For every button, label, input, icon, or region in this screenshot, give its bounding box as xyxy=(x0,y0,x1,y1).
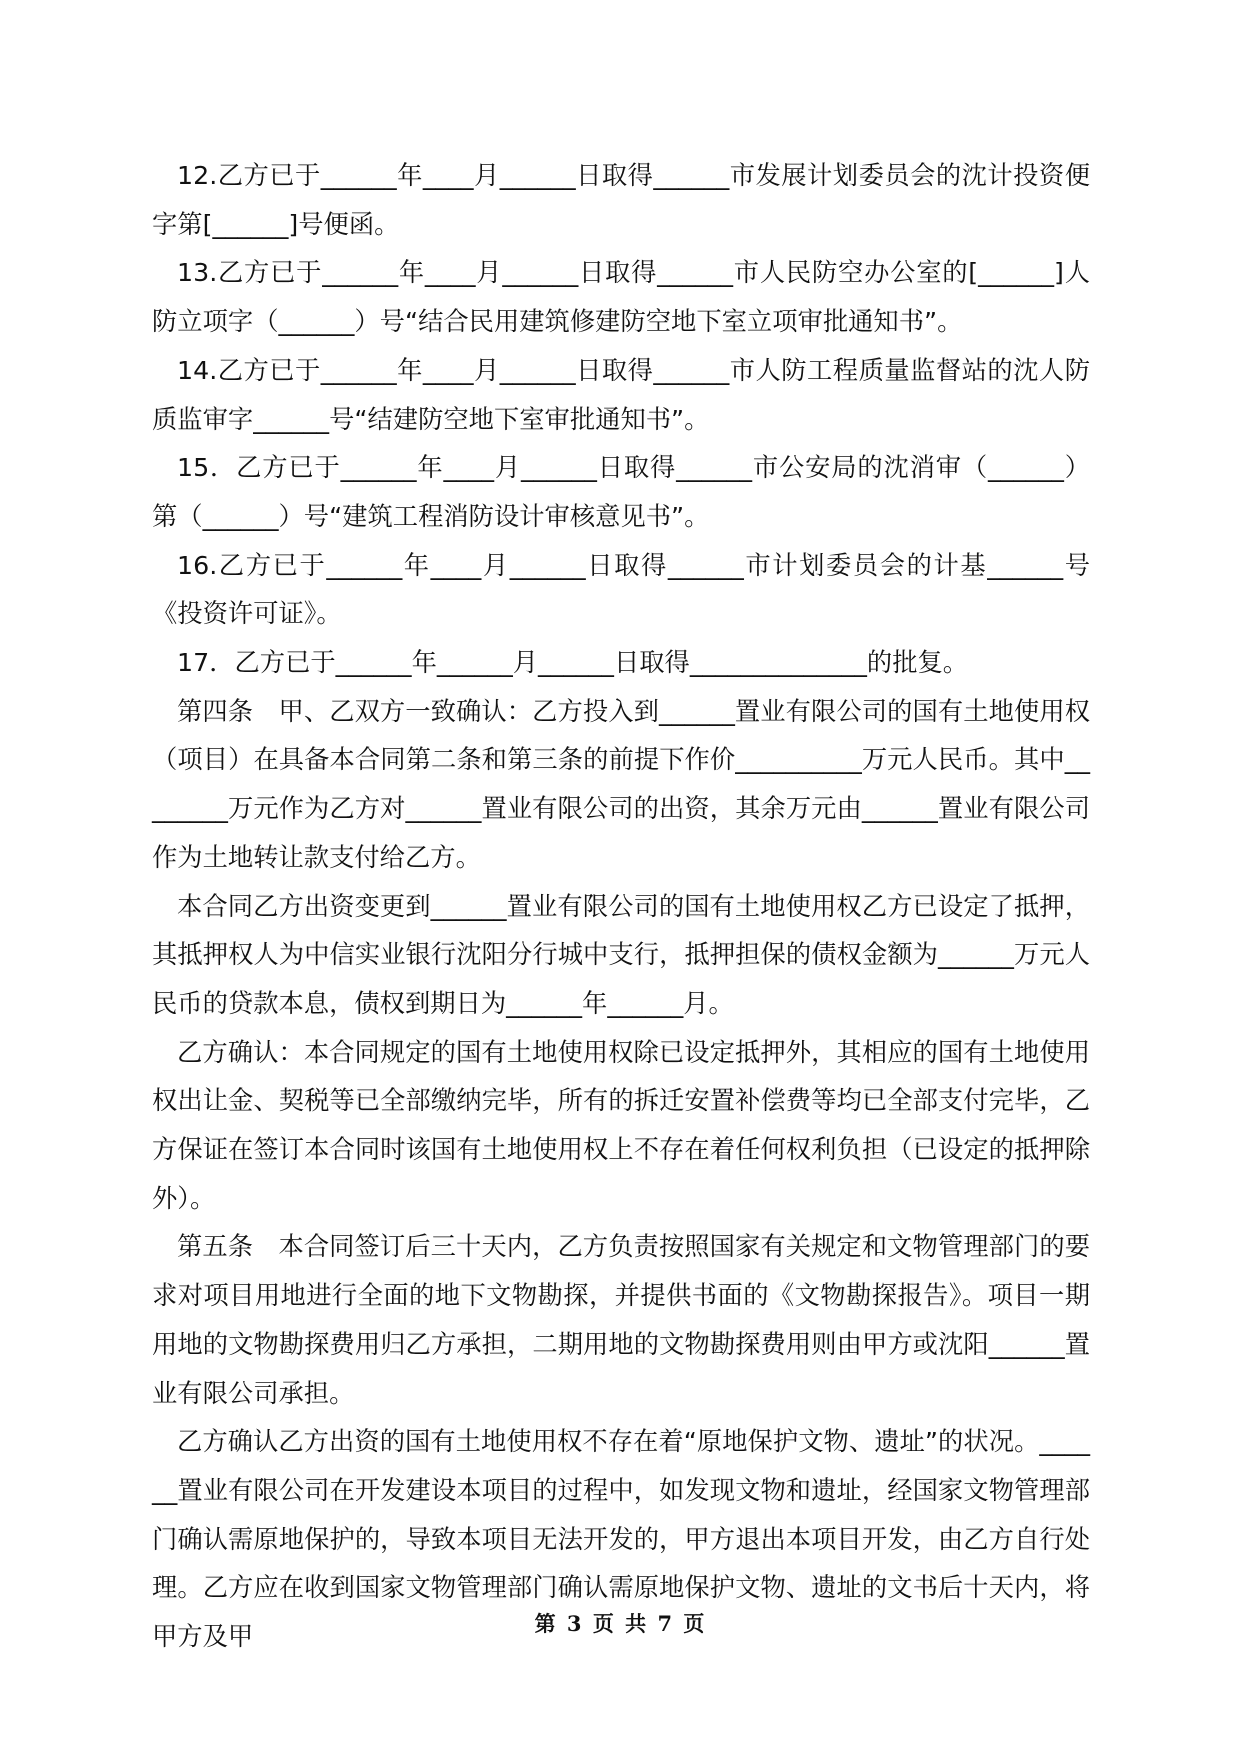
clause-17: 17．乙方已于______年______月______日取得______________的批复。 xyxy=(177,648,969,678)
clause-16: 16.乙方已于______年____月______日取得______市计划委员会的计基______号《投资许可证》。 xyxy=(152,550,1090,629)
article-4: 第四条 甲、乙双方一致确认：乙方投入到______置业有限公司的国有土地使用权（项目）在具备本合同第二条和第三条的前提下作价__________万元人民币。其中________万元作为乙方对______置业有限公司的出资，其余万元由______置业有限公司作为土地转让款支付给乙方。 xyxy=(152,696,1090,872)
article-4-confirmation: 乙方确认：本合同规定的国有土地使用权除已设定抵押外，其相应的国有土地使用权出让金、契税等已全部缴纳完毕，所有的拆迁安置补偿费等均已全部支付完毕，乙方保证在签订本合同时该国有土地使用权上不存在着任何权利负担（已设定的抵押除外）。 xyxy=(152,1037,1090,1213)
clause-13: 13.乙方已于______年____月______日取得______市人民防空办公室的[______]人防立项字（______）号“结合民用建筑修建防空地下室立项审批通知书”。 xyxy=(152,258,1090,337)
document-body xyxy=(152,152,1090,1662)
clause-14: 14.乙方已于______年____月______日取得______市人防工程质量监督站的沈人防质监审字______号“结建防空地下室审批通知书”。 xyxy=(152,355,1090,434)
article-4-mortgage: 本合同乙方出资变更到______置业有限公司的国有土地使用权乙方已设定了抵押，其抵押权人为中信实业银行沈阳分行城中支行，抵押担保的债权金额为______万元人民币的贷款本息，债权到期日为______年______月。 xyxy=(152,891,1090,1018)
article-5-relics: 乙方确认乙方出资的国有土地使用权不存在着“原地保护文物、遗址”的状况。______置业有限公司在开发建设本项目的过程中，如发现文物和遗址，经国家文物管理部门确认需原地保护的，导致本项目无法开发的，甲方退出本项目开发，由乙方自行处理。乙方应在收到国家文物管理部门确认需原地保护文物、遗址的文书后十天内，将甲方及甲 xyxy=(152,1427,1090,1652)
article-5: 第五条 本合同签订后三十天内，乙方负责按照国家有关规定和文物管理部门的要求对项目用地进行全面的地下文物勘探，并提供书面的《文物勘探报告》。项目一期用地的文物勘探费用归乙方承担，二期用地的文物勘探费用则由甲方或沈阳______置业有限公司承担。 xyxy=(152,1232,1090,1408)
clause-12: 12.乙方已于______年____月______日取得______市发展计划委员会的沈计投资便字第[______]号便函。 xyxy=(152,161,1090,239)
clause-15: 15．乙方已于______年____月______日取得______市公安局的沈消审（______）第（______）号“建筑工程消防设计审核意见书”。 xyxy=(152,453,1090,531)
page-footer: 第 3 页 共 7 页 xyxy=(534,1611,707,1636)
